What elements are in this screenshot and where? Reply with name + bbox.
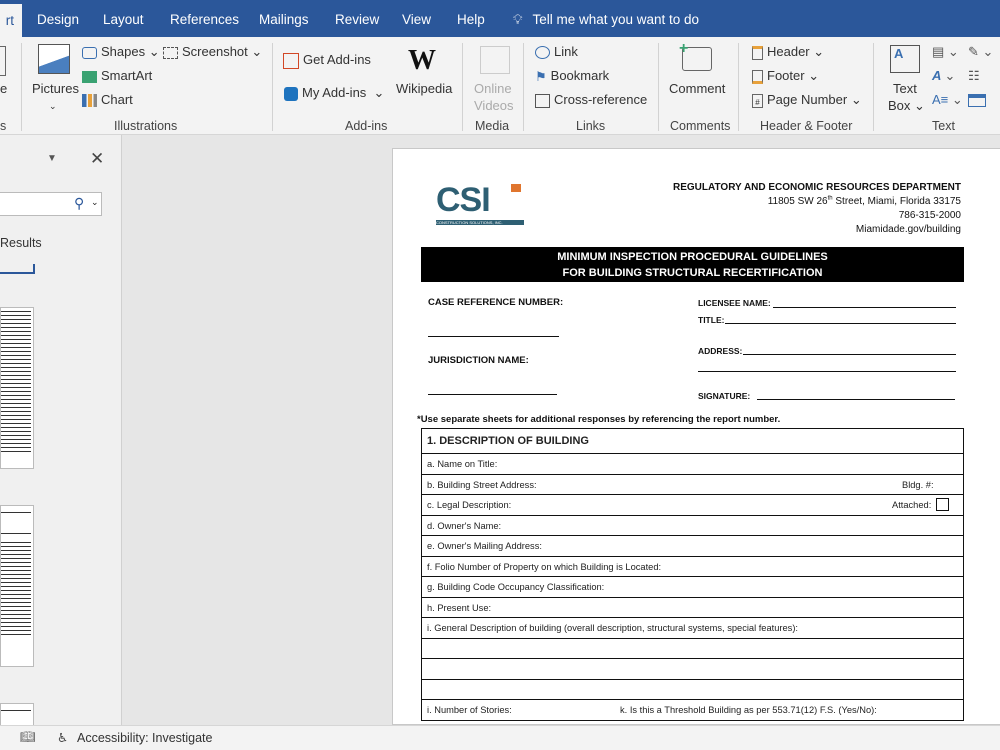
tab-review[interactable]: Review	[335, 12, 380, 27]
table-row[interactable]: f. Folio Number of Property on which Building is Located:	[422, 557, 963, 578]
divider	[523, 43, 524, 131]
table-row[interactable]: b. Building Street Address: Bldg. #:	[422, 475, 963, 496]
page-number-icon: #	[752, 94, 763, 108]
table-row[interactable]: a. Name on Title:	[422, 454, 963, 475]
attached-checkbox[interactable]	[936, 498, 949, 511]
accessibility-icon[interactable]: ♿︎	[57, 731, 69, 745]
footer-label: Footer	[767, 68, 805, 83]
results-tab-indicator	[0, 264, 35, 274]
pictures-button[interactable]: Pictures	[32, 81, 79, 96]
group-media-label: Media	[475, 119, 510, 133]
tab-results[interactable]: Results	[0, 236, 42, 250]
page-thumbnail-2[interactable]	[0, 505, 34, 667]
online-video-icon	[480, 46, 510, 74]
wordart-icon[interactable]: A ⌄	[932, 68, 956, 83]
divider	[272, 43, 273, 131]
logo-subtext: CONSTRUCTION SOLUTIONS, INC.	[436, 220, 524, 225]
cross-reference-label: Cross-reference	[554, 92, 648, 107]
chart-label: Chart	[101, 92, 133, 107]
read-mode-icon[interactable]: 📖︎	[20, 730, 36, 744]
quick-parts-icon[interactable]: ▤ ⌄	[932, 44, 959, 59]
cross-reference-button[interactable]	[535, 92, 647, 108]
title-line-1: MINIMUM INSPECTION PROCEDURAL GUIDELINES	[557, 251, 828, 263]
text-box-icon[interactable]: A	[890, 45, 920, 73]
shapes-button[interactable]: Shapes ⌄	[82, 44, 160, 59]
tell-me-label: Tell me what you want to do	[532, 12, 700, 27]
footer-button[interactable]: Footer ⌄	[752, 68, 819, 84]
title-line-2: FOR BUILDING STRUCTURAL RECERTIFICATION	[562, 267, 823, 279]
logo-accent	[511, 184, 521, 192]
page-number-label: Page Number	[767, 92, 848, 107]
close-icon[interactable]: ✕	[90, 149, 105, 168]
signature-line-icon[interactable]: ✎ ⌄	[968, 44, 994, 59]
shapes-label: Shapes	[101, 44, 146, 59]
get-addins-button[interactable]	[283, 52, 371, 69]
tab-insert[interactable]: rt	[0, 4, 22, 37]
table-row[interactable]: g. Building Code Occupancy Classification:	[422, 577, 963, 598]
group-addins-label: Add-ins	[345, 119, 388, 133]
section-heading: 1. DESCRIPTION OF BUILDING	[422, 429, 963, 454]
title-label: TITLE:	[698, 315, 725, 325]
table-row[interactable]: h. Present Use:	[422, 598, 963, 619]
my-addins-button[interactable]: My Add-ins ⌄	[284, 85, 384, 101]
bookmark-button[interactable]	[535, 68, 609, 84]
tab-mailings[interactable]: Mailings	[259, 12, 309, 27]
table-row[interactable]: d. Owner's Name:	[422, 516, 963, 537]
signature-field[interactable]	[757, 399, 955, 400]
divider	[462, 43, 463, 131]
jurisdiction-label: JURISDICTION NAME:	[428, 355, 529, 366]
addins-icon	[284, 87, 298, 101]
pictures-icon[interactable]	[38, 44, 70, 74]
bookmark-icon: ⚑	[535, 69, 547, 85]
search-input[interactable]	[0, 192, 102, 216]
chevron-down-icon[interactable]: ⌄	[49, 101, 57, 111]
comment-icon[interactable]: +	[682, 47, 712, 71]
csi-logo	[436, 181, 526, 227]
text-box-button[interactable]: Text	[893, 81, 917, 96]
accessibility-status[interactable]: Accessibility: Investigate	[77, 731, 213, 745]
page-thumbnail-1[interactable]	[0, 307, 34, 469]
navigation-pane	[0, 135, 122, 725]
object-icon[interactable]	[968, 94, 986, 107]
jurisdiction-field[interactable]	[428, 394, 557, 395]
text-box-line2: Box ⌄	[888, 98, 925, 113]
pane-options-icon[interactable]: ▼	[47, 153, 57, 164]
table-row[interactable]: i. General Description of building (overall description, structural systems, special features):	[422, 618, 963, 639]
case-reference-field[interactable]	[428, 336, 559, 337]
chevron-down-icon[interactable]: ⌄	[91, 197, 99, 207]
instructions-note: *Use separate sheets for additional responses by referencing the report number.	[417, 414, 781, 425]
group-header-footer-label: Header & Footer	[760, 119, 853, 133]
address-field-line2[interactable]	[698, 371, 956, 372]
store-icon	[283, 53, 299, 69]
smartart-button[interactable]	[82, 68, 152, 83]
get-addins-label: Get Add-ins	[303, 52, 371, 67]
ribbon-tabs	[0, 0, 1000, 37]
date-time-icon[interactable]: ☷	[968, 68, 980, 83]
table-row[interactable]	[422, 680, 963, 701]
group-tables-label: s	[0, 119, 7, 133]
lightbulb-icon: 💡︎	[513, 12, 523, 27]
footer-icon	[752, 70, 763, 84]
tab-references[interactable]: References	[170, 12, 240, 27]
wikipedia-icon[interactable]: W	[408, 45, 436, 76]
divider	[21, 43, 22, 131]
address-field[interactable]	[743, 354, 956, 355]
table-row[interactable]: i. Number of Stories: k. Is this a Threshold Building as per 553.71(12) F.S. (Yes/No):	[422, 700, 963, 721]
tab-view[interactable]: View	[402, 12, 432, 27]
drop-cap-icon[interactable]: A≡ ⌄	[932, 92, 963, 107]
online-videos-line2: Videos	[474, 98, 514, 113]
table-icon[interactable]	[0, 46, 6, 76]
tab-design[interactable]: Design	[37, 12, 80, 27]
department-phone: 786-315-2000	[898, 210, 961, 221]
department-name: REGULATORY AND ECONOMIC RESOURCES DEPARTMENT	[673, 182, 961, 193]
shapes-icon	[82, 47, 97, 59]
group-comments-label: Comments	[670, 119, 731, 133]
pages-partial-label: e	[0, 81, 8, 96]
logo-text: CSI	[436, 181, 490, 219]
divider	[658, 43, 659, 131]
group-illustrations-label: Illustrations	[114, 119, 178, 133]
online-videos-button[interactable]: Online	[474, 81, 512, 96]
my-addins-label: My Add-ins	[302, 85, 367, 100]
licensee-name-field[interactable]	[773, 307, 956, 308]
group-links-label: Links	[576, 119, 606, 133]
tab-layout[interactable]: Layout	[103, 12, 144, 27]
chart-button[interactable]	[82, 92, 133, 107]
signature-label: SIGNATURE:	[698, 391, 751, 401]
bookmark-label: Bookmark	[550, 68, 610, 83]
table-row[interactable]	[422, 639, 963, 660]
tell-me-search[interactable]	[513, 12, 699, 28]
threshold-question: k. Is this a Threshold Building as per 553.71(12) F.S. (Yes/No):	[620, 705, 877, 715]
building-description-table	[421, 428, 964, 721]
smartart-label: SmartArt	[101, 68, 153, 83]
status-bar	[0, 725, 1000, 750]
table-row[interactable]: c. Legal Description: Attached:	[422, 495, 963, 516]
link-icon	[535, 46, 550, 59]
screenshot-icon	[163, 47, 178, 59]
smartart-icon	[82, 71, 97, 83]
wikipedia-button[interactable]: Wikipedia	[396, 81, 453, 96]
cross-reference-icon	[535, 94, 550, 108]
header-button[interactable]: Header ⌄	[752, 44, 824, 60]
divider	[738, 43, 739, 131]
search-icon[interactable]: ⚲	[74, 195, 85, 211]
tab-help[interactable]: Help	[457, 12, 485, 27]
comment-button[interactable]: Comment	[669, 81, 726, 96]
bldg-number-label: Bldg. #:	[902, 479, 934, 490]
case-reference-label: CASE REFERENCE NUMBER:	[428, 297, 564, 308]
screenshot-button[interactable]: Screenshot ⌄	[163, 44, 262, 59]
header-label: Header	[767, 44, 810, 59]
department-website: Miamidade.gov/building	[855, 224, 961, 235]
page-number-button[interactable]: # Page Number ⌄	[752, 92, 862, 108]
ribbon	[0, 37, 1000, 135]
licensee-name-label: LICENSEE NAME:	[698, 298, 771, 308]
header-icon	[752, 46, 763, 60]
department-address: 11805 SW 26th Street, Miami, Florida 33175	[767, 195, 961, 207]
divider	[873, 43, 874, 131]
attached-label: Attached:	[892, 500, 932, 510]
screenshot-label: Screenshot	[182, 44, 248, 59]
table-row[interactable]	[422, 659, 963, 680]
link-label: Link	[554, 44, 578, 59]
document-page[interactable]	[392, 148, 1000, 725]
link-button[interactable]	[535, 44, 578, 59]
group-text-label: Text	[932, 119, 955, 133]
table-row[interactable]: e. Owner's Mailing Address:	[422, 536, 963, 557]
title-field[interactable]	[725, 323, 956, 324]
document-title-banner	[421, 247, 964, 282]
chart-icon	[82, 94, 97, 107]
address-label: ADDRESS:	[698, 346, 743, 356]
